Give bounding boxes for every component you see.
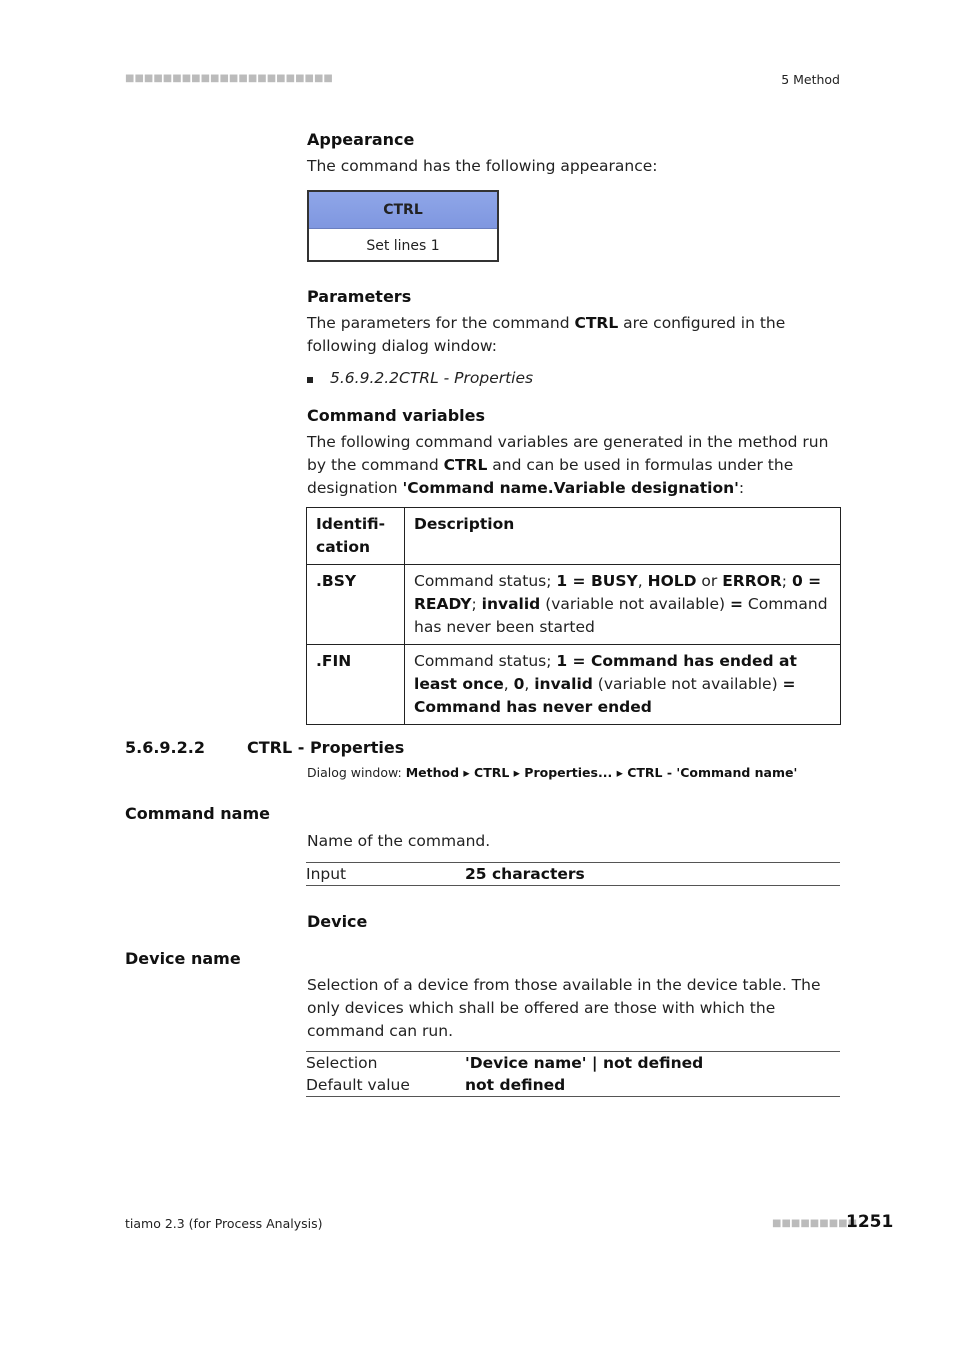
parameters-text: The parameters for the command CTRL are configured in the following dialog window: bbox=[307, 314, 786, 355]
bullet-icon bbox=[307, 377, 313, 383]
input-value: 25 characters bbox=[465, 865, 585, 883]
variable-description: Command status; 1 = BUSY, HOLD or ERROR; 0 = READY; invalid (variable not available) = Command has never been started bbox=[405, 565, 841, 645]
command-name-text: Name of the command. bbox=[307, 832, 491, 850]
variable-id: .BSY bbox=[316, 572, 357, 590]
variable-id: .FIN bbox=[316, 652, 352, 670]
section-number: 5.6.9.2.2 bbox=[125, 738, 205, 757]
device-name-label: Device name bbox=[125, 949, 241, 968]
device-name-text: Selection of a device from those available in the device table. The only devices which shall be offered are those with which the command can run. bbox=[307, 976, 821, 1040]
table-row bbox=[307, 565, 841, 645]
default-value: not defined bbox=[465, 1076, 566, 1094]
input-key: Input bbox=[306, 865, 347, 883]
command-name-input-table bbox=[306, 862, 840, 886]
header-dots: ■■■■■■■■■■■■■■■■■■■■■■ bbox=[125, 73, 333, 84]
variables-table bbox=[306, 507, 841, 725]
selection-value: 'Device name' | not defined bbox=[465, 1054, 704, 1072]
ctrl-command-box bbox=[307, 190, 499, 262]
command-name-label: Command name bbox=[125, 804, 270, 823]
parameters-heading: Parameters bbox=[307, 287, 412, 306]
command-variables-heading: Command variables bbox=[307, 406, 485, 425]
section-title: CTRL - Properties bbox=[247, 738, 405, 757]
footer-dots: ■■■■■■■■■ bbox=[772, 1218, 858, 1229]
appearance-text: The command has the following appearance: bbox=[307, 157, 658, 175]
table-header-identification: Identifi- cation bbox=[307, 508, 405, 565]
table-row bbox=[307, 645, 841, 725]
header-chapter: 5 Method bbox=[781, 72, 840, 87]
command-variables-text: The following command variables are generated in the method run by the command CTRL and can be used in formulas under the designation 'Command name.Variable designation': bbox=[307, 433, 829, 497]
table-header-description: Description bbox=[405, 508, 841, 565]
selection-key: Selection bbox=[306, 1054, 378, 1072]
footer-product: tiamo 2.3 (for Process Analysis) bbox=[125, 1216, 323, 1231]
page-number: 1251 bbox=[846, 1212, 894, 1232]
appearance-heading: Appearance bbox=[307, 130, 415, 149]
device-heading: Device bbox=[307, 912, 368, 931]
ctrl-box-subtitle: Set lines 1 bbox=[366, 238, 440, 254]
default-value-key: Default value bbox=[306, 1076, 410, 1094]
ctrl-box-title: CTRL bbox=[309, 192, 497, 229]
variable-description: Command status; 1 = Command has ended at least once, 0, invalid (variable not available) = Command has never ended bbox=[405, 645, 841, 725]
properties-link[interactable]: 5.6.9.2.2CTRL - Properties bbox=[330, 369, 534, 387]
dialog-path: Dialog window: Method ▸ CTRL ▸ Properties... ▸ CTRL - 'Command name' bbox=[307, 765, 798, 780]
device-name-selection-table bbox=[306, 1051, 840, 1097]
